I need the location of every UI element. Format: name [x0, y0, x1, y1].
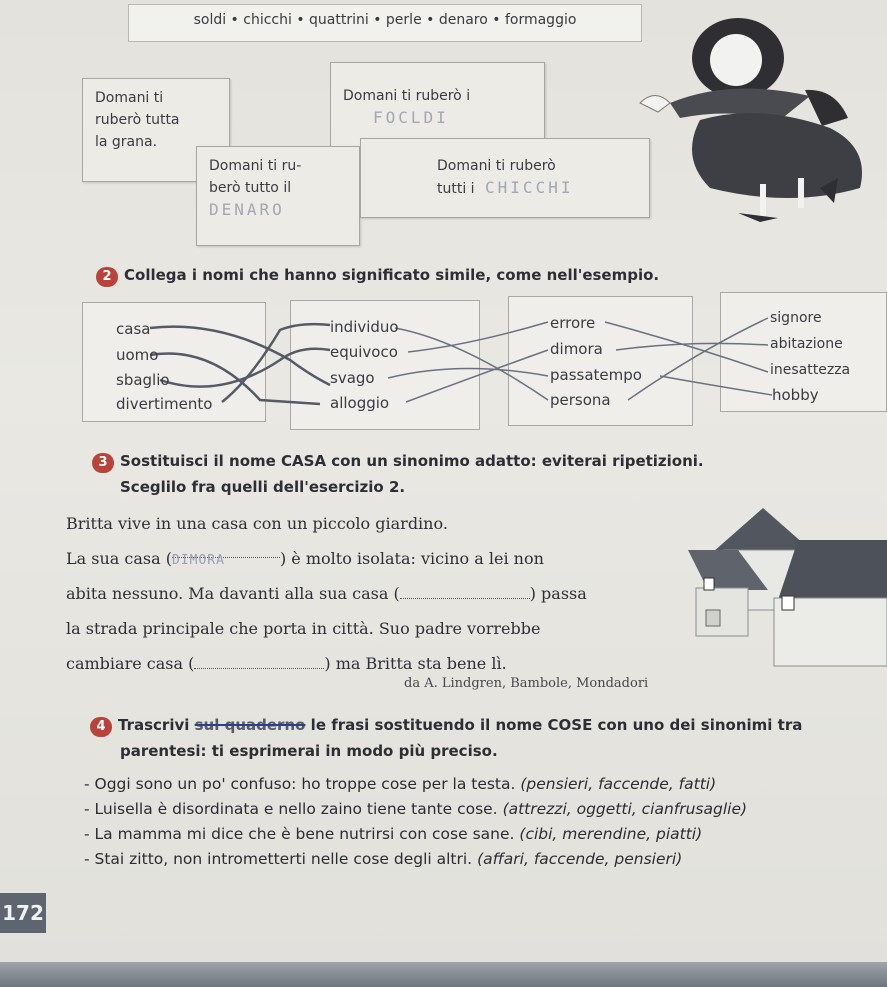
answer-blank-3[interactable]: [194, 654, 324, 669]
exercise-4-instruction-2: parentesi: ti esprimerai in modo più preciso.: [120, 742, 498, 760]
note-3-line-1: Domani ti ru-: [209, 158, 302, 174]
sentence: - Luisella è disordinata e nello zaino tiene tante cose.: [84, 800, 498, 818]
options: (attrezzi, oggetti, cianfrusaglie): [502, 800, 748, 818]
col3-word: dimora: [550, 340, 603, 358]
story-line-segment: ) passa: [529, 584, 587, 603]
story-line-segment: ) ma Britta sta bene lì.: [324, 654, 507, 673]
sentence: - Stai zitto, non intrometterti nelle cose degli altri.: [84, 850, 473, 868]
answer-blank-2[interactable]: [400, 584, 530, 599]
col4-word: signore: [770, 310, 822, 326]
story-line: la strada principale che porta in città. Suo padre vorrebbe: [66, 619, 541, 638]
exercise-2-text: Collega i nomi che hanno significato simile, come nell'esempio.: [124, 266, 660, 284]
answer-blank-1[interactable]: DIMORA: [172, 543, 280, 558]
note-2-handwriting: FOCLDI: [373, 108, 449, 127]
exercise-3-story: [66, 506, 676, 681]
page-bottom-edge: [0, 962, 887, 987]
col2-word: individuo: [330, 318, 399, 336]
list-item: [84, 772, 887, 797]
sentence: - Oggi sono un po' confuso: ho troppe cose per la testa.: [84, 775, 516, 793]
exercise-4-text-a: Trascrivi: [118, 716, 190, 734]
house-illustration: [678, 500, 887, 680]
exercise-4-instruction: [90, 716, 887, 737]
note-1-line-2: ruberò tutta: [95, 112, 180, 128]
page-number: 172: [0, 893, 46, 933]
story-line-segment: abita nessuno. Ma davanti alla sua casa (: [66, 584, 400, 603]
exercise-4-number: 4: [90, 717, 112, 737]
col1-word: divertimento: [116, 395, 213, 413]
col4-word: inesattezza: [770, 362, 851, 378]
col3-word: passatempo: [550, 366, 642, 384]
note-1-line-3: la grana.: [95, 134, 158, 150]
story-line-segment: ) è molto isolata: vicino a lei non: [279, 549, 544, 568]
note-4-handwriting: CHICCHI: [485, 178, 574, 197]
options: (affari, faccende, pensieri): [477, 850, 683, 868]
col1-word: sbaglio: [116, 371, 170, 389]
exercise-4-struck-text: sul quaderno: [194, 716, 306, 734]
col1-word: casa: [116, 320, 151, 338]
exercise-3-instruction-2: Sceglilo fra quelli dell'esercizio 2.: [120, 478, 406, 496]
story-line-segment: La sua casa (: [66, 549, 172, 568]
col4-word: abitazione: [770, 336, 843, 352]
list-item: [84, 847, 887, 872]
synonyms-strip: soldi • chicchi • quattrini • perle • denaro • formaggio: [128, 4, 642, 42]
col2-word: svago: [330, 369, 375, 387]
note-4-line-2: tutti i: [437, 181, 475, 197]
list-item: [84, 822, 887, 847]
sentence: - La mamma mi dice che è bene nutrirsi con cose sane.: [84, 825, 515, 843]
story-line-segment: cambiare casa (: [66, 654, 195, 673]
note-4-line-1: Domani ti ruberò: [437, 158, 556, 174]
exercise-3-instruction: [92, 452, 882, 473]
exercise-4-list: [84, 772, 887, 872]
exercise-2-number: 2: [96, 267, 118, 287]
col2-word: equivoco: [330, 343, 398, 361]
note-1-line-1: Domani ti: [95, 90, 164, 106]
exercise-3-number: 3: [92, 453, 114, 473]
col3-word: errore: [550, 314, 596, 332]
note-3-handwriting: DENARO: [209, 200, 285, 219]
exercise-4-text-b: le frasi sostituendo il nome COSE con uno dei sinonimi tra: [310, 716, 803, 734]
story-line: Britta vive in una casa con un piccolo giardino.: [66, 514, 448, 533]
exercise-3-text: Sostituisci il nome CASA con un sinonimo adatto: eviterai ripetizioni.: [120, 452, 704, 470]
list-item: [84, 797, 887, 822]
note-2-line-1: Domani ti ruberò i: [343, 88, 471, 104]
col1-word: uomo: [116, 346, 159, 364]
story-source: da A. Lindgren, Bambole, Mondadori: [404, 676, 649, 691]
col2-word: alloggio: [330, 394, 390, 412]
col4-word: hobby: [772, 386, 819, 404]
col3-word: persona: [550, 391, 611, 409]
options: (pensieri, faccende, fatti): [520, 775, 717, 793]
note-3-line-2: berò tutto il: [209, 180, 292, 196]
options: (cibi, merendine, piatti): [519, 825, 703, 843]
